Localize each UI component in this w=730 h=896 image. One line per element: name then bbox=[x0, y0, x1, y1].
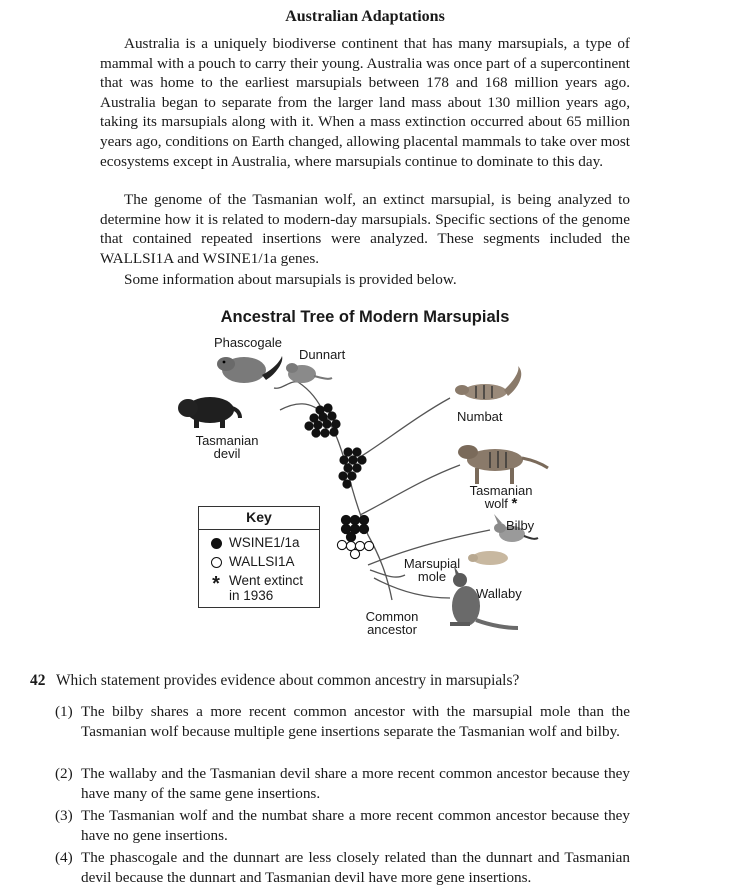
label-tasmanian-wolf bbox=[466, 484, 536, 510]
paragraph-3-text: Some information about marsupials is provided below. bbox=[124, 271, 457, 288]
question-number: 42 bbox=[30, 672, 46, 689]
label-dunnart: Dunnart bbox=[299, 347, 346, 362]
label-tasmanian-wolf-line2: wolf * bbox=[484, 495, 518, 512]
key-row-wsine bbox=[207, 535, 300, 552]
marsupial-mole-image bbox=[468, 551, 508, 565]
option-4-text: The phascogale and the dunnart are less closely related than the dunnart and Tasmanian devil because the dunnart and Tasmanian devil have more gene insertions. bbox=[81, 849, 630, 886]
filled-circle-icon bbox=[211, 538, 222, 549]
passage-paragraph-2 bbox=[100, 190, 630, 268]
key-row-wallsi bbox=[207, 554, 295, 571]
label-bilby: Bilby bbox=[506, 518, 535, 533]
option-2-number: (2) bbox=[55, 765, 73, 782]
tasmanian-wolf-image bbox=[458, 445, 548, 484]
option-1-number: (1) bbox=[55, 703, 73, 720]
option-1-text: The bilby shares a more recent common ancestor with the marsupial mole than the Tasmanian wolf because multiple gene insertions separate the Tasmanian wolf and bilby. bbox=[81, 703, 630, 740]
dunnart-image bbox=[286, 363, 332, 383]
label-tasmanian-devil bbox=[193, 434, 261, 460]
label-marsupial-mole-line1: Marsupial bbox=[403, 556, 461, 571]
label-tasmanian-devil-line2: devil bbox=[213, 446, 241, 461]
branch-phascogale bbox=[274, 382, 298, 389]
phascogale-image bbox=[217, 356, 282, 383]
figure-key bbox=[198, 506, 320, 608]
label-common-ancestor bbox=[362, 610, 422, 636]
branch-numbat bbox=[346, 398, 450, 465]
option-3-number: (3) bbox=[55, 807, 73, 824]
key-title: Key bbox=[199, 507, 319, 530]
passage-paragraph-1 bbox=[100, 34, 630, 171]
option-2-text: The wallaby and the Tasmanian devil share a more recent common ancestor because they have many of the same gene insertions. bbox=[81, 765, 630, 802]
key-label-wsine: WSINE1/1a bbox=[229, 535, 300, 550]
label-numbat: Numbat bbox=[457, 409, 503, 424]
label-common-ancestor-line2: ancestor bbox=[367, 622, 417, 637]
label-tasmanian-wolf-line1: Tasmanian bbox=[469, 483, 533, 498]
insertion-group-3 bbox=[337, 515, 373, 558]
extinct-asterisk-icon: * bbox=[511, 495, 518, 512]
key-label-wallsi: WALLSI1A bbox=[229, 554, 295, 569]
key-label-extinct: Went extinct in 1936 bbox=[229, 573, 304, 603]
paragraph-2-text: The genome of the Tasmanian wolf, an extinct marsupial, is being analyzed to determine how it is related to modern-day marsupials. Specific sections of the genome that contained repeated insertions were analyzed. These segments included the WALLSI1A and WSINE1/1a genes. bbox=[100, 191, 630, 267]
branch-tasmanian-wolf bbox=[360, 465, 460, 515]
label-tasmanian-devil-line1: Tasmanian bbox=[195, 433, 259, 448]
insertion-group-1 bbox=[304, 403, 340, 437]
asterisk-icon: * bbox=[212, 573, 220, 595]
figure-title: Ancestral Tree of Modern Marsupials bbox=[220, 308, 510, 326]
label-phascogale: Phascogale bbox=[214, 335, 282, 350]
numbat-image bbox=[455, 366, 521, 400]
label-marsupial-mole bbox=[400, 557, 464, 583]
option-4-number: (4) bbox=[55, 849, 73, 866]
label-common-ancestor-line1: Common bbox=[365, 609, 419, 624]
key-row-extinct bbox=[207, 573, 303, 603]
label-marsupial-mole-line2: mole bbox=[417, 569, 447, 584]
passage-title: Australian Adaptations bbox=[285, 8, 445, 25]
question-text: Which statement provides evidence about common ancestry in marsupials? bbox=[56, 672, 520, 689]
label-wallaby: Wallaby bbox=[476, 586, 522, 601]
open-circle-icon bbox=[211, 557, 222, 568]
passage-paragraph-3 bbox=[100, 270, 630, 290]
paragraph-1-text: Australia is a uniquely biodiverse continent that has many marsupials, a type of mammal with a pouch to carry their young. Australia was once part of a supercontinent that was home to the earliest marsupials between 178 and 168 million years ago. Australia began to separate from the larger land mass about 130 million years ago, taking its marsupials along with it. When a mass extinction occurred about 65 million years ago, conditions on Earth changed, allowing placental mammals to take over most ecosystems except in Australia, where marsupials continue to dominate to this day. bbox=[100, 35, 630, 170]
tasmanian-devil-image bbox=[178, 397, 240, 428]
option-3-text: The Tasmanian wolf and the numbat share a more recent common ancestor because they have no gene insertions. bbox=[81, 807, 630, 844]
